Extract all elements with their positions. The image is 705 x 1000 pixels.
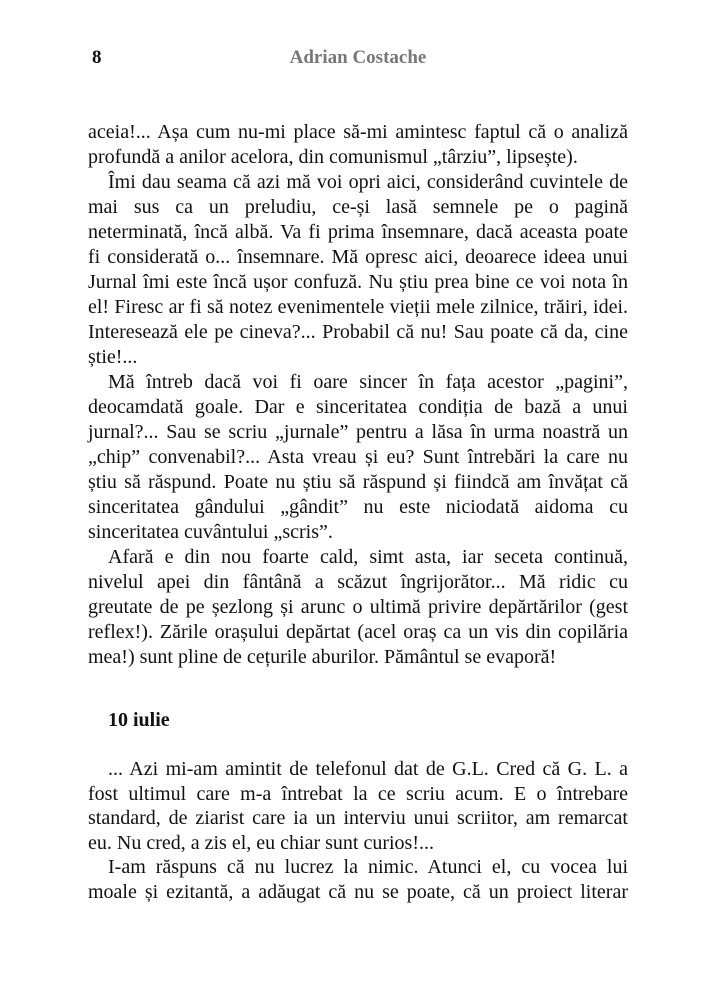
paragraph bbox=[88, 170, 628, 370]
text-line: nivelul apei din fântână a scăzut îngrijorător... Mă ridic cu bbox=[88, 571, 628, 593]
text-line: „chip” convenabil?... Asta vreau și eu? Sunt întrebări la care nu bbox=[88, 446, 628, 468]
text-line: mea!) sunt pline de cețurile aburilor. Pământul se evaporă! bbox=[88, 646, 557, 668]
text-line: jurnal?... Sau se scriu „jurnale” pentru a lăsa în urma noastră un bbox=[88, 421, 628, 443]
text-line: ... Azi mi-am amintit de telefonul dat de G.L. Cred că G. L. a bbox=[108, 758, 628, 780]
paragraph bbox=[88, 545, 628, 670]
text-line: Jurnal îmi este încă ușor confuză. Nu știu prea bine ce voi nota în bbox=[88, 271, 628, 293]
running-title: Adrian Costache bbox=[289, 47, 427, 68]
text-line: Îmi dau seama că azi mă voi opri aici, considerând cuvintele de bbox=[108, 171, 628, 193]
text-line: știe!... bbox=[88, 346, 138, 368]
text-line: el! Firesc ar fi să notez evenimentele vieții mele zilnice, trăiri, idei. bbox=[88, 296, 628, 318]
text-line: fi considerată o... însemnare. Mă opresc aici, deoarece ideea unui bbox=[88, 246, 628, 268]
text-line: eu. Nu cred, a zis el, eu chiar sunt curios!... bbox=[88, 831, 434, 854]
paragraph bbox=[88, 757, 628, 855]
text-line: standard, de ziarist care ia un interviu unui scriitor, am remarcat bbox=[88, 807, 628, 830]
text-line: mai sus ca un preludiu, ce-și lasă semnele pe o pagină bbox=[88, 196, 628, 218]
page-number: 8 bbox=[92, 47, 102, 68]
text-line: moale și ezitantă, a adăugat că nu se poate, că un proiect literar bbox=[88, 880, 628, 903]
paragraph bbox=[88, 370, 628, 545]
paragraph bbox=[88, 120, 628, 170]
text-line: neterminată, încă albă. Va fi prima însemnare, dacă aceasta poate bbox=[88, 221, 628, 243]
text-line: sinceritatea gândului „gândit” nu este niciodată aidoma cu bbox=[88, 496, 628, 518]
text-line: deocamdată goale. Dar e sinceritatea condiția de bază a unui bbox=[88, 396, 628, 418]
text-line: profundă a anilor acelora, din comunismul „târziu”, lipsește). bbox=[88, 146, 578, 168]
text-line: Mă întreb dacă voi fi oare sincer în fața acestor „pagini”, bbox=[108, 371, 628, 393]
text-line: I-am răspuns că nu lucrez la nimic. Atunci el, cu vocea lui bbox=[108, 856, 628, 879]
text-line: fost ultimul care m-a întrebat la ce scriu acum. E o întrebare bbox=[88, 782, 628, 805]
paragraph bbox=[88, 855, 628, 904]
text-line: știu să răspund. Poate nu știu să răspund și fiindcă am învățat că bbox=[88, 471, 628, 493]
running-header bbox=[88, 47, 628, 75]
section-body bbox=[88, 120, 628, 670]
text-line: aceia!... Așa cum nu-mi place să-mi amintesc faptul că o analiză bbox=[88, 121, 628, 143]
section-body bbox=[88, 757, 628, 905]
text-line: Interesează ele pe cineva?... Probabil că nu! Sau poate că da, cine bbox=[88, 321, 628, 343]
text-line: reflex!). Zările orașului depărtat (acel oraș ca un vis din copilăria bbox=[88, 621, 628, 643]
entry-date-heading: 10 iulie bbox=[108, 709, 170, 731]
text-line: sinceritatea cuvântului „scris”. bbox=[88, 521, 333, 543]
text-line: greutate de pe șezlong și arunc o ultimă privire depărtărilor (gest bbox=[88, 596, 628, 618]
text-line: Afară e din nou foarte cald, simt asta, iar seceta continuă, bbox=[108, 546, 628, 568]
